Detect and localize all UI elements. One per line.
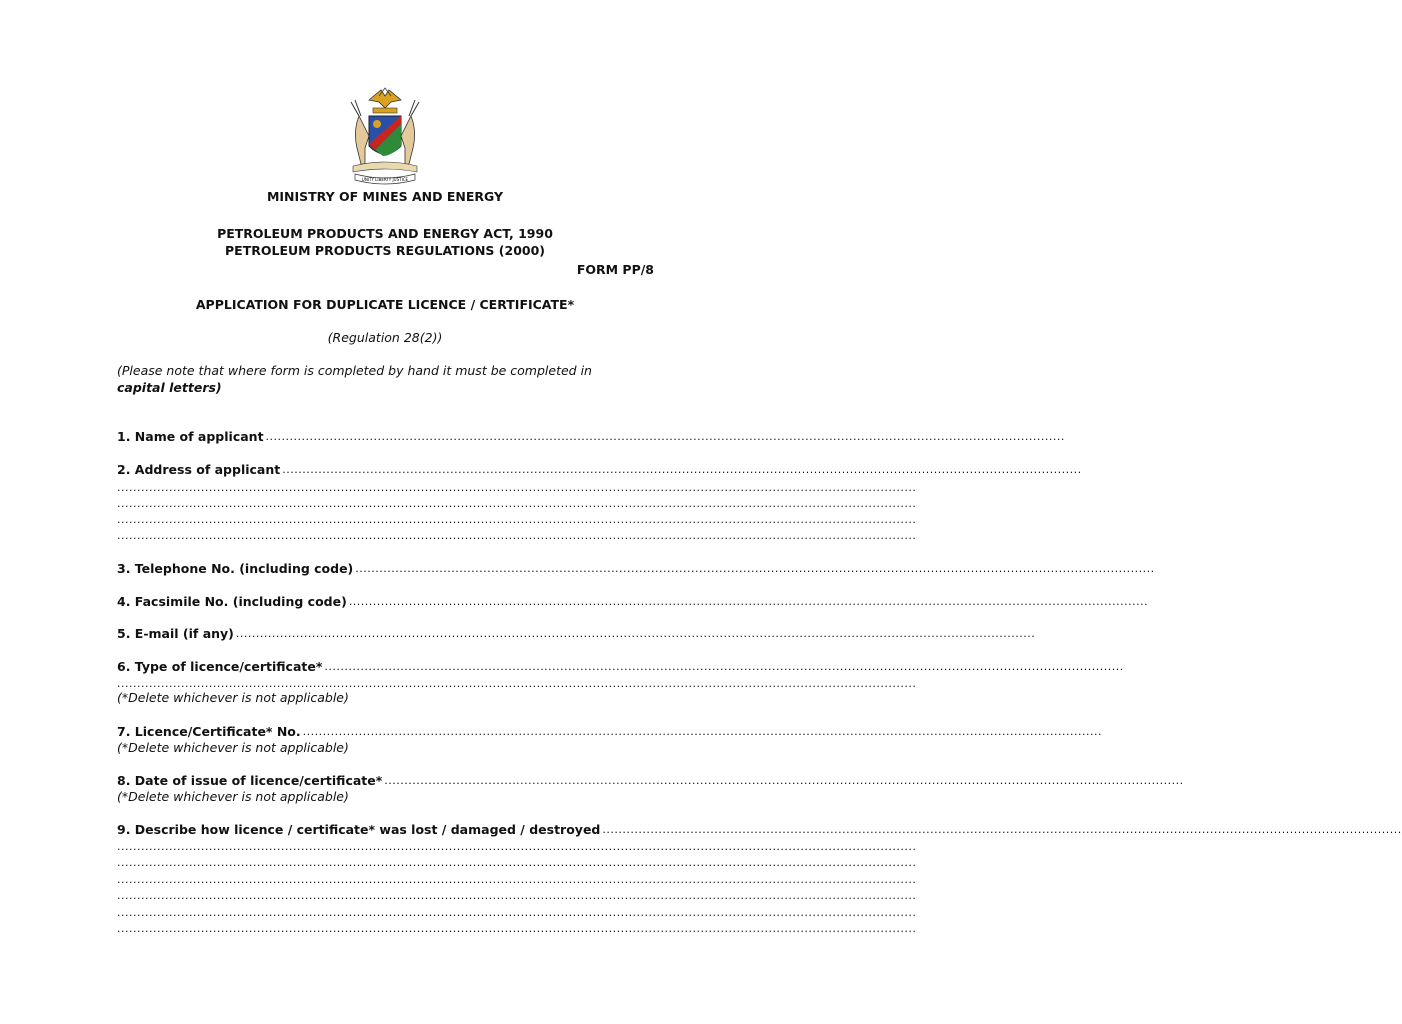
act-heading: PETROLEUM PRODUCTS AND ENERGY ACT, 1990 <box>217 226 553 241</box>
delete-note: (*Delete whichever is not applicable) <box>117 789 349 804</box>
fill-line[interactable]: ........................................................................................................................................................................................................ <box>265 430 1065 443</box>
form-number: FORM PP/8 <box>576 262 654 277</box>
completion-note-text: (Please note that where form is completed by hand it must be completed in <box>117 363 592 378</box>
field-email[interactable] <box>117 626 1036 641</box>
field-telephone[interactable] <box>117 561 1155 576</box>
delete-note: (*Delete whichever is not applicable) <box>117 740 349 755</box>
field-type-of-licence[interactable] <box>117 659 1124 674</box>
field-facsimile[interactable] <box>117 594 1149 609</box>
fill-line[interactable]: ........................................................................................................................................................................................................ <box>235 627 1036 640</box>
regulations-heading: PETROLEUM PRODUCTS REGULATIONS (2000) <box>225 243 545 258</box>
fill-line[interactable]: ........................................................................................................................................................................................................ <box>282 463 1082 476</box>
fill-line[interactable]: ........................................................................................................................................................................................................ <box>355 562 1155 575</box>
fill-line[interactable]: ........................................................................................................................................................................................................ <box>348 595 1149 608</box>
address-continuation-line[interactable]: ........................................................................................................................................................................................................ <box>117 481 917 494</box>
field-label: 2. Address of applicant <box>117 462 281 477</box>
field-address-of-applicant[interactable] <box>117 462 1082 477</box>
coat-of-arms-icon <box>339 86 431 190</box>
field-label: 3. Telephone No. (including code) <box>117 561 354 576</box>
description-line[interactable]: ........................................................................................................................................................................................................ <box>117 922 917 935</box>
delete-note: (*Delete whichever is not applicable) <box>117 690 349 705</box>
fill-line[interactable]: ........................................................................................................................................................................................................ <box>602 823 1402 836</box>
description-line[interactable]: ........................................................................................................................................................................................................ <box>117 840 917 853</box>
form-title: APPLICATION FOR DUPLICATE LICENCE / CERTIFICATE* <box>195 297 575 312</box>
address-continuation-line[interactable]: ........................................................................................................................................................................................................ <box>117 529 917 542</box>
field-licence-number[interactable] <box>117 724 1102 739</box>
field-label: 1. Name of applicant <box>117 429 264 444</box>
field-label: 6. Type of licence/certificate* <box>117 659 323 674</box>
description-line[interactable]: ........................................................................................................................................................................................................ <box>117 889 917 902</box>
address-continuation-line[interactable]: ........................................................................................................................................................................................................ <box>117 497 917 510</box>
field-label: 8. Date of issue of licence/certificate* <box>117 773 383 788</box>
description-line[interactable]: ........................................................................................................................................................................................................ <box>117 856 917 869</box>
fill-line[interactable]: ........................................................................................................................................................................................................ <box>302 725 1102 738</box>
field-label: 9. Describe how licence / certificate* was lost / damaged / destroyed <box>117 822 601 837</box>
field-label: 4. Facsimile No. (including code) <box>117 594 347 609</box>
description-line[interactable]: ........................................................................................................................................................................................................ <box>117 906 917 919</box>
field-describe-loss[interactable] <box>117 822 1402 837</box>
ministry-heading: MINISTRY OF MINES AND ENERGY <box>266 189 504 204</box>
address-continuation-line[interactable]: ........................................................................................................................................................................................................ <box>117 513 917 526</box>
field-date-of-issue[interactable] <box>117 773 1184 788</box>
field-name-of-applicant[interactable] <box>117 429 1065 444</box>
completion-note <box>117 362 657 396</box>
field-label: 7. Licence/Certificate* No. <box>117 724 301 739</box>
fill-line[interactable]: ........................................................................................................................................................................................................ <box>324 660 1124 673</box>
fill-line[interactable]: ........................................................................................................................................................................................................ <box>384 774 1184 787</box>
description-line[interactable]: ........................................................................................................................................................................................................ <box>117 873 917 886</box>
regulation-reference: (Regulation 28(2)) <box>327 330 443 345</box>
completion-note-emphasis: capital letters) <box>117 380 222 395</box>
type-continuation-line[interactable]: ........................................................................................................................................................................................................ <box>117 677 917 690</box>
field-label: 5. E-mail (if any) <box>117 626 234 641</box>
crest-motto: UNITY LIBERTY JUSTICE <box>361 177 409 182</box>
